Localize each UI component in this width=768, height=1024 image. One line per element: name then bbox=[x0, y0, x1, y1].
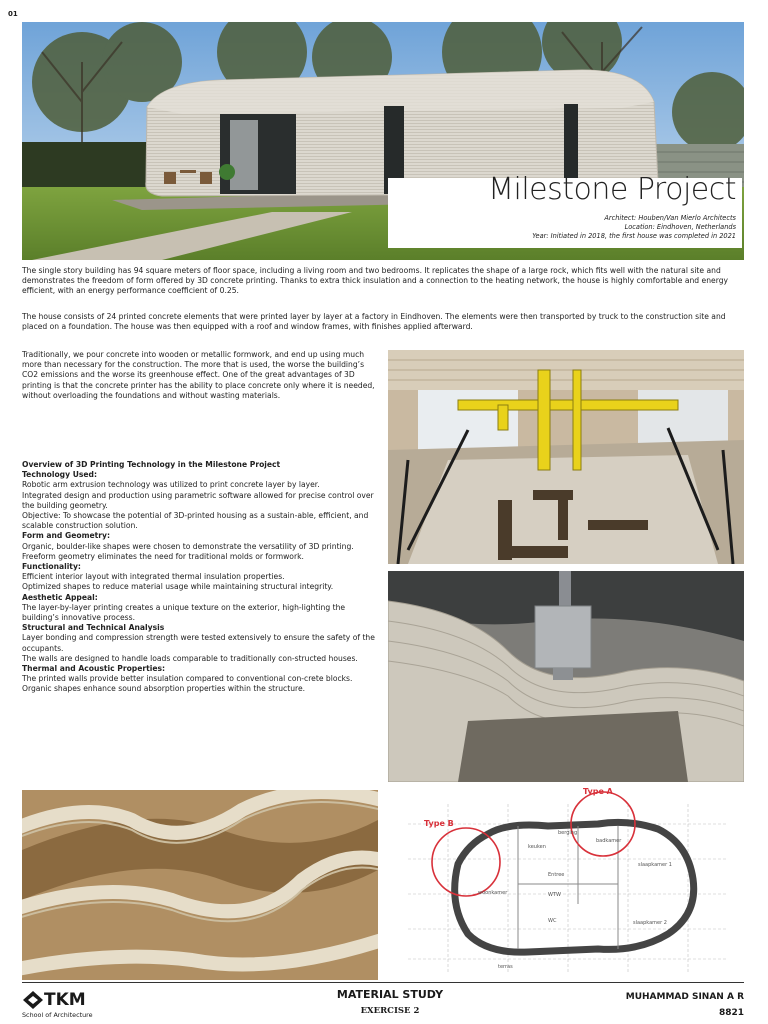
printed-walls-photo bbox=[22, 790, 378, 980]
floor-plan-drawing bbox=[388, 784, 744, 980]
overview-text: Integrated design and production using parametric software allowed for precise control over the building geometry. bbox=[22, 490, 374, 510]
footer-subtitle: EXERCISE 2 bbox=[360, 1006, 420, 1016]
overview-heading: Aesthetic Appeal: bbox=[22, 592, 98, 602]
diamond-logo-icon bbox=[22, 990, 44, 1010]
overview-text: Freeform geometry eliminates the need for traditional molds or formwork. bbox=[22, 551, 304, 561]
room-label: terras bbox=[498, 964, 513, 970]
room-label: WC bbox=[548, 918, 557, 924]
author-name: MUHAMMAD SINAN A R bbox=[625, 992, 744, 1002]
room-label: WTW bbox=[548, 892, 561, 898]
overview-text: Efficient interior layout with integrated thermal insulation properties. bbox=[22, 572, 285, 582]
printer-interior-photo bbox=[388, 350, 744, 564]
overview-text: Optimized shapes to reduce material usage while maintaining structural integrity. bbox=[22, 582, 334, 592]
printer-gantry-image bbox=[388, 350, 744, 564]
overview-text: The walls are designed to handle loads comparable to traditionally con-structed houses. bbox=[22, 653, 358, 663]
school-logo bbox=[22, 990, 122, 1020]
overview-heading: Structural and Technical Analysis bbox=[22, 623, 165, 633]
overview-text: Organic, boulder-like shapes were chosen to demonstrate the versatility of 3D printing. bbox=[22, 541, 354, 551]
room-label: slaapkamer 1 bbox=[638, 862, 672, 868]
room-label: woonkamer bbox=[478, 890, 508, 896]
intro-paragraph: The single story building has 94 square meters of floor space, including a living room and two bedrooms. It replicates the shape of a large rock, which fits well with the natural site and demonstrates the freedom of form offered by 3D concrete printing. Thanks to extra thick insulation and a connection to the heating network, the house is highly comfortable and energy efficient, with an energy performance coefficient of 0.25. bbox=[22, 266, 729, 296]
floor-plan-image bbox=[388, 784, 744, 980]
overview-heading: Functionality: bbox=[22, 562, 81, 572]
overview-text: The printed walls provide better insulation compared to conventional con-crete blocks. bbox=[22, 674, 353, 684]
project-meta bbox=[532, 214, 736, 241]
overview-text: The layer-by-layer printing creates a unique texture on the exterior, high-lighting the building’s innovative process. bbox=[22, 602, 346, 623]
year-line: Year: Initiated in 2018, the first house was completed in 2021 bbox=[532, 232, 736, 240]
overview-heading: Overview of 3D Printing Technology in the Milestone Project bbox=[22, 460, 281, 469]
overview-text: Objective: To showcase the potential of 3D-printed housing as a sustain-able, efficient, and scalable construction solution. bbox=[22, 511, 369, 531]
logo-subtitle: School of Architecture bbox=[22, 1011, 93, 1019]
construction-paragraph: The house consists of 24 printed concrete elements that were printed layer by layer at a factory in Eindhoven. The elements were then transported by truck to the construction site and placed on a foundation. The house was then equipped with a roof and window frames, with finishes applied afterward. bbox=[22, 312, 726, 332]
formwork-paragraph: Traditionally, we pour concrete into wooden or metallic formwork, and end up using much more than necessary for the construction. The more that is used, the worse the building’s CO2 emissions and the worse its greenhouse effect. One of the great advantages of 3D printing is that the concrete printer has the ability to place concrete only where it is needed, without overloading the foundations and without wasting materials. bbox=[22, 350, 375, 400]
room-label: badkamer bbox=[596, 838, 622, 844]
footer-divider bbox=[22, 982, 744, 983]
room-label: keuken bbox=[528, 844, 546, 850]
overview-heading: Form and Geometry: bbox=[22, 531, 111, 541]
type-b-label: Type B bbox=[424, 819, 454, 828]
type-a-label: Type A bbox=[583, 787, 613, 796]
roll-number: 8821 bbox=[718, 1008, 744, 1018]
room-label: Entree bbox=[548, 872, 565, 878]
print-nozzle-image bbox=[388, 571, 744, 782]
location-line: Location: Eindhoven, Netherlands bbox=[624, 223, 736, 231]
concrete-layers-image bbox=[22, 790, 378, 980]
overview-text: Layer bonding and compression strength were tested extensively to ensure the safety of the occupants. bbox=[22, 633, 375, 653]
title-box bbox=[388, 172, 742, 248]
room-label: slaapkamer 2 bbox=[633, 920, 667, 926]
technology-overview bbox=[22, 460, 378, 695]
page-number: 01 bbox=[8, 10, 18, 18]
overview-heading: Thermal and Acoustic Properties: bbox=[22, 664, 166, 674]
nozzle-printing-photo bbox=[388, 571, 744, 782]
footer-title: MATERIAL STUDY bbox=[336, 988, 444, 1001]
room-label: berging bbox=[558, 830, 578, 836]
overview-heading: Technology Used: bbox=[22, 470, 98, 480]
overview-text: Robotic arm extrusion technology was utilized to print concrete layer by layer. bbox=[22, 480, 320, 490]
overview-text: Organic shapes enhance sound absorption properties within the structure. bbox=[22, 684, 306, 694]
project-title: Milestone Project bbox=[488, 172, 736, 207]
logo-text: TKM bbox=[44, 990, 86, 1010]
architect-line: Architect: Houben/Van Mierlo Architects bbox=[604, 214, 736, 222]
